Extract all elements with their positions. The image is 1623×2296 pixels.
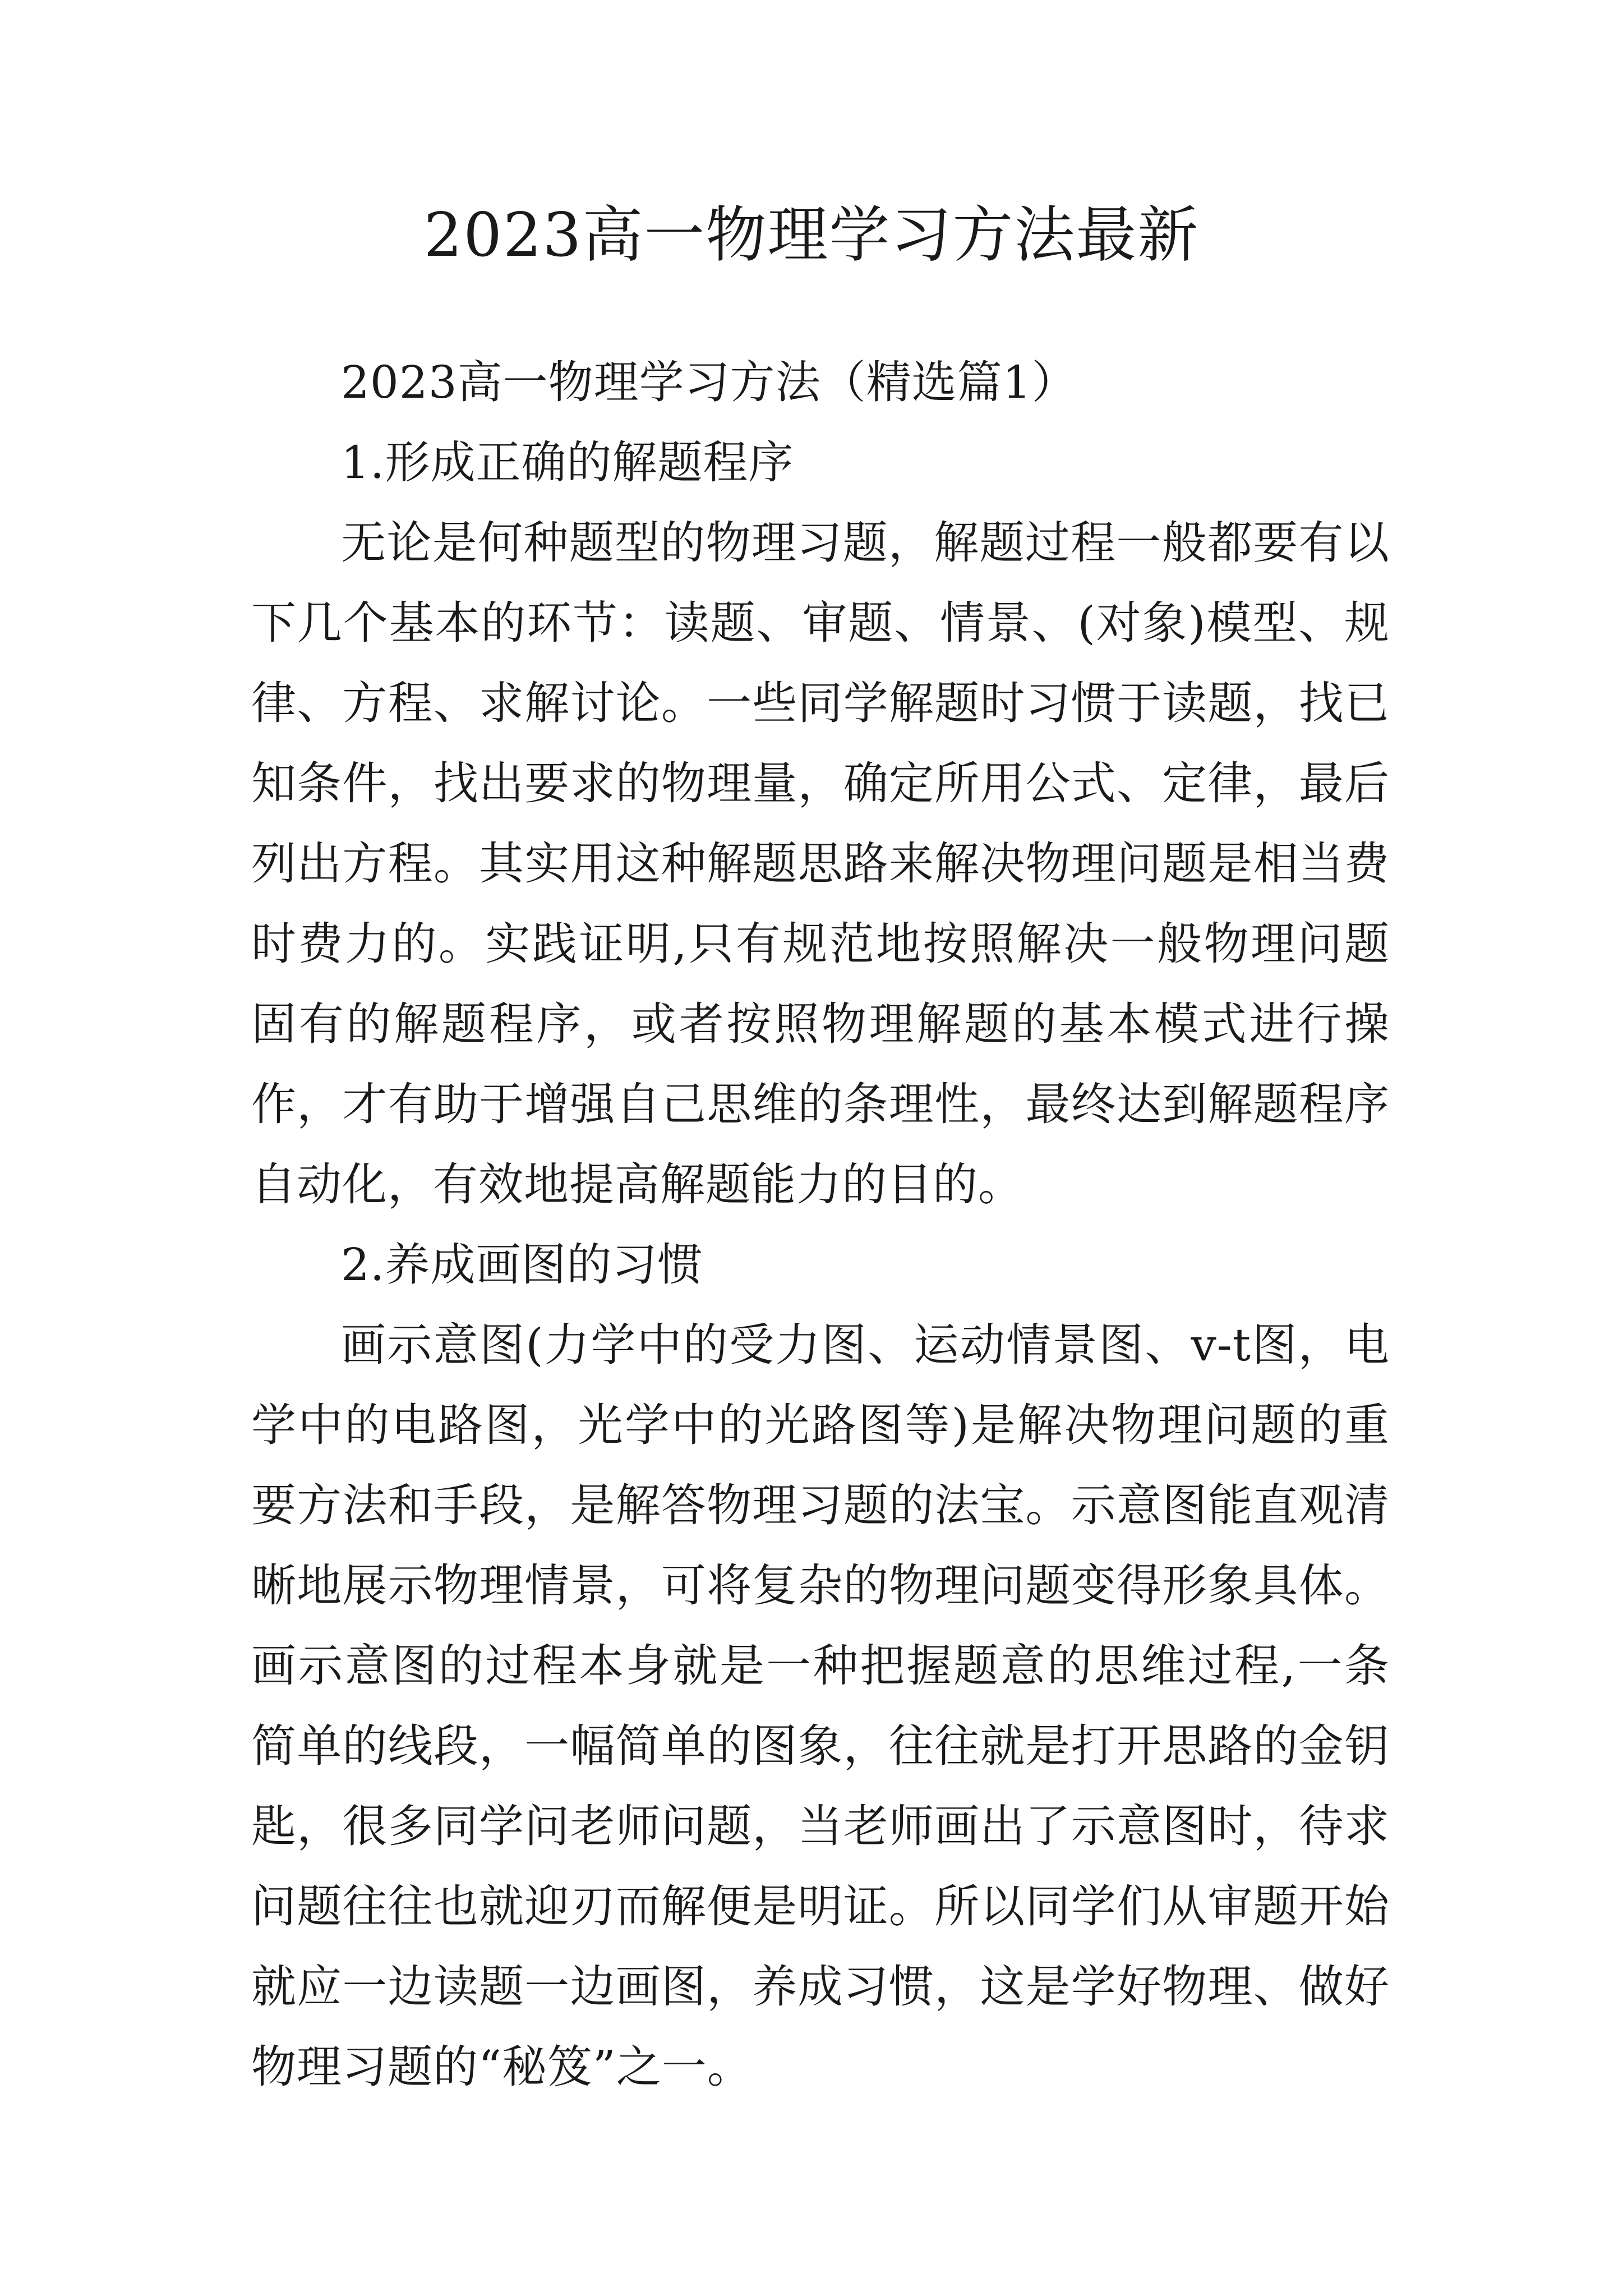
section-heading: 2023高一物理学习方法（精选篇1） [341, 356, 1077, 408]
document-body [251, 342, 1390, 2107]
document-title: 2023高一物理学习方法最新 [423, 200, 1200, 270]
subheading-2: 2.养成画图的习惯 [341, 1239, 703, 1291]
subheading-1: 1.形成正确的解题程序 [341, 436, 794, 489]
body-paragraph: 画示意图(力学中的受力图、运动情景图、v-t图，电学中的电路图，光学中的光路图等)是解决物理问题的重要方法和手段，是解答物理习题的法宝。示意图能直观清晰地展示物理情景，可将复杂的物理问题变得形象具体。画示意图的过程本身就是一种把握题意的思维过程,一条简单的线段，一幅简单的图象，往往就是打开思路的金钥匙，很多同学问老师问题，当老师画出了示意图时，待求问题往往也就迎刃而解便是明证。所以同学们从审题开始就应一边读题一边画图，养成习惯，这是学好物理、做好物理习题的“秘笈”之一。 [251, 1319, 1390, 2093]
body-paragraph: 无论是何种题型的物理习题，解题过程一般都要有以下几个基本的环节：读题、审题、情景、(对象)模型、规律、方程、求解讨论。一些同学解题时习惯于读题，找已知条件，找出要求的物理量，确定所用公式、定律，最后列出方程。其实用这种解题思路来解决物理问题是相当费时费力的。实践证明,只有规范地按照解决一般物理问题固有的解题程序，或者按照物理解题的基本模式进行操作，才有助于增强自己思维的条理性，最终达到解题程序自动化，有效地提高解题能力的目的。 [251, 517, 1390, 1211]
